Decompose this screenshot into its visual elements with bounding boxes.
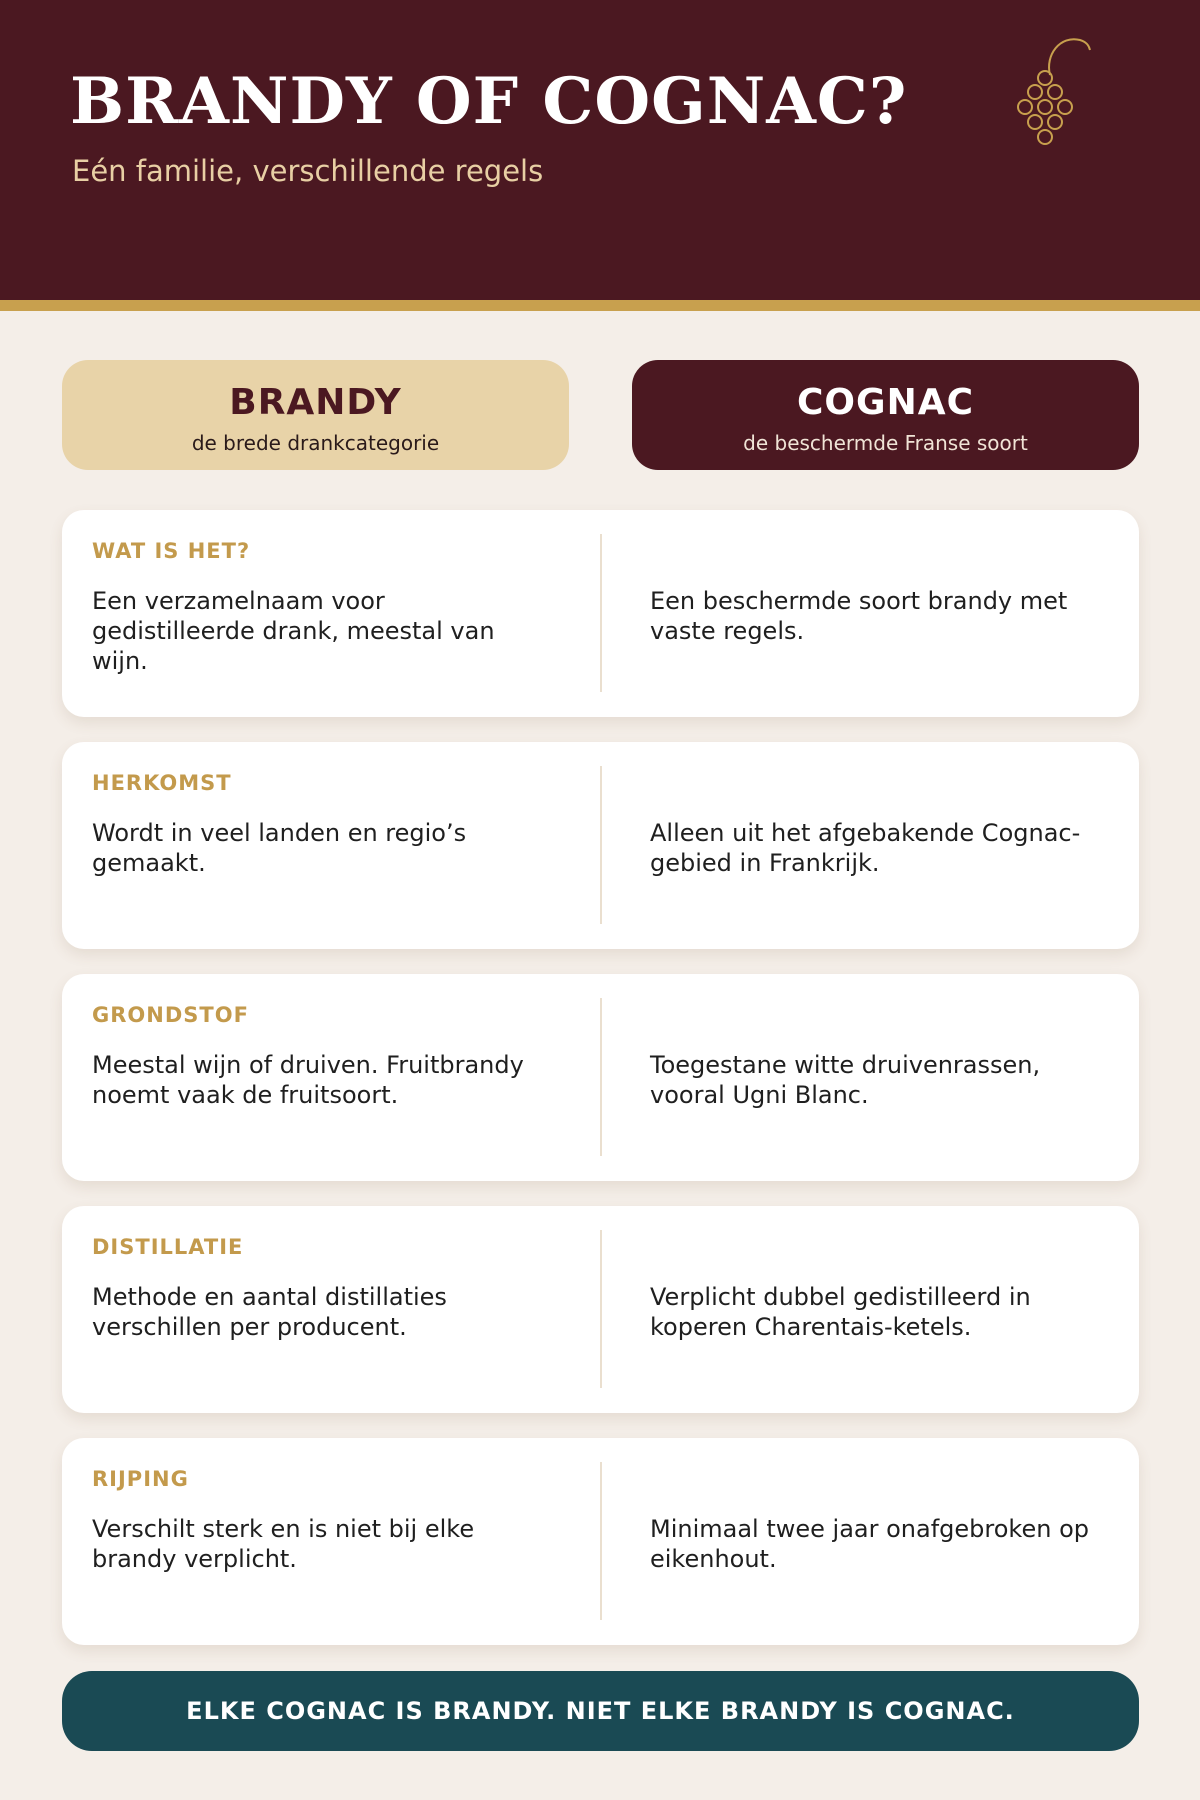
column-header-cognac	[632, 360, 1139, 470]
comparison-list	[62, 510, 1139, 1670]
comparison-row-rijping	[62, 1438, 1139, 1645]
comparison-row-distillatie	[62, 1206, 1139, 1413]
brandy-cell: Verschilt sterk en is niet bij elke brandy verplicht.	[92, 1515, 475, 1573]
cognac-cell: Verplicht dubbel gedistilleerd in koperen Charentais-ketels.	[650, 1283, 1031, 1341]
row-divider	[600, 1462, 602, 1620]
page-title: BRANDY OF COGNAC?	[70, 64, 908, 139]
cognac-cell: Toegestane witte druivenrassen, vooral Ugni Blanc.	[650, 1051, 1041, 1109]
row-label: DISTILLATIE	[92, 1235, 244, 1259]
footer-banner: ELKE COGNAC IS BRANDY. NIET ELKE BRANDY IS COGNAC.	[62, 1671, 1139, 1751]
row-divider	[600, 998, 602, 1156]
row-label: WAT IS HET?	[92, 539, 251, 563]
comparison-row-grondstof	[62, 974, 1139, 1181]
row-divider	[600, 534, 602, 692]
column-title-brandy: BRANDY	[229, 382, 402, 423]
page-subtitle: Eén familie, verschillende regels	[72, 154, 544, 188]
column-description-brandy: de brede drankcategorie	[191, 431, 440, 455]
row-divider	[600, 766, 602, 924]
comparison-row-wat-is-het	[62, 510, 1139, 717]
row-label: HERKOMST	[92, 771, 232, 795]
brandy-cell: Wordt in veel landen en regio’s gemaakt.	[92, 819, 467, 877]
brandy-cell: Meestal wijn of druiven. Fruitbrandy noemt vaak de fruitsoort.	[92, 1051, 524, 1109]
cognac-cell: Alleen uit het afgebakende Cognac-gebied in Frankrijk.	[650, 819, 1081, 877]
cognac-cell: Een beschermde soort brandy met vaste regels.	[650, 587, 1068, 645]
header-banner	[0, 0, 1200, 300]
column-description-cognac: de beschermde Franse soort	[743, 431, 1028, 455]
cognac-cell: Minimaal twee jaar onafgebroken op eikenhout.	[650, 1515, 1089, 1573]
row-label: RIJPING	[92, 1467, 189, 1491]
comparison-row-herkomst	[62, 742, 1139, 949]
header-accent-bar	[0, 300, 1200, 311]
grape-cluster-icon	[1005, 30, 1105, 160]
row-label: GRONDSTOF	[92, 1003, 249, 1027]
brandy-cell: Een verzamelnaam voor gedistilleerde drank, meestal van wijn.	[92, 587, 495, 675]
row-divider	[600, 1230, 602, 1388]
column-title-cognac: COGNAC	[797, 382, 974, 423]
column-header-brandy	[62, 360, 569, 470]
brandy-cell: Methode en aantal distillaties verschillen per producent.	[92, 1283, 447, 1341]
